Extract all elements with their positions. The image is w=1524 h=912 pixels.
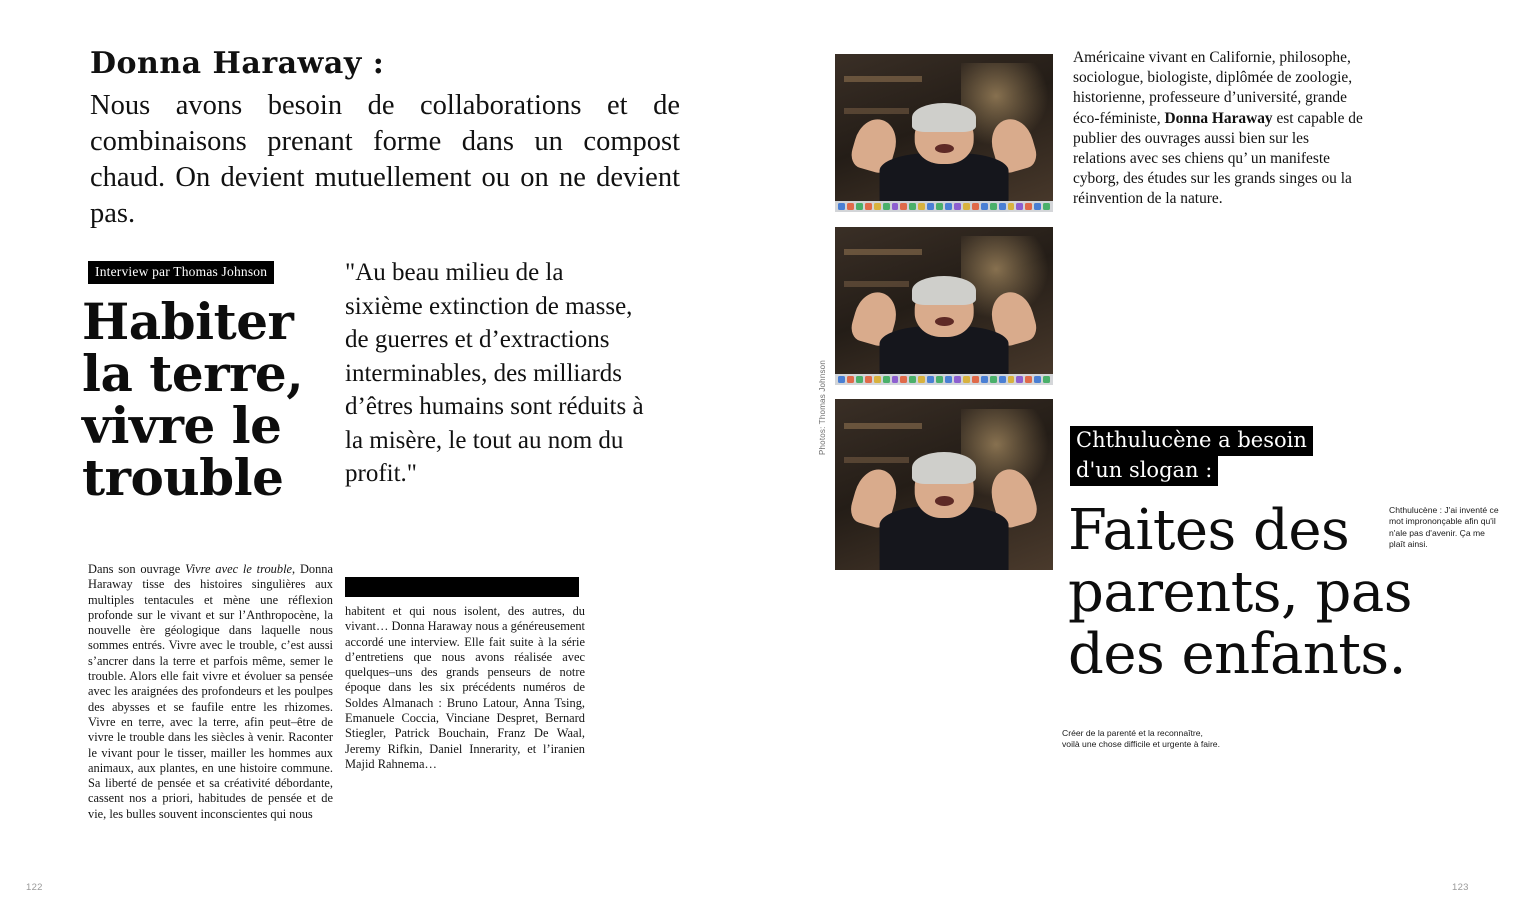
photo-credit: Photos: Thomas Johnson <box>818 360 827 455</box>
slogan-headline-line-3: des enfants. <box>1068 622 1406 687</box>
photo-scene-1 <box>835 54 1053 212</box>
slogan-heading-line-2: d'un slogan : <box>1070 456 1218 486</box>
article-title-line-1: Habiter <box>82 292 294 351</box>
article-title <box>82 292 332 507</box>
screen-dock-2 <box>835 374 1053 385</box>
slogan-heading <box>1070 425 1422 485</box>
side-note: Chthulucène : J'ai inventé ce mot imprononçable afin qu'il n'ale pas d'avenir. Ça me plaît ainsi. <box>1389 505 1499 550</box>
photo-scene-3 <box>835 399 1053 570</box>
photo-shelf-3 <box>844 249 922 255</box>
black-rule <box>345 577 579 597</box>
photo-shelf-5 <box>844 423 922 429</box>
interview-credit-badge: Interview par Thomas Johnson <box>88 261 274 284</box>
portrait-figure-2 <box>876 271 1011 385</box>
article-title-line-2: la terre, <box>82 344 304 403</box>
page-number-left: 122 <box>26 882 43 893</box>
portrait-figure-1 <box>876 98 1011 212</box>
portrait-mouth-3 <box>935 496 954 506</box>
portrait-hair-2 <box>912 276 977 306</box>
book-title-italic: Vivre avec le trouble <box>185 562 293 576</box>
biography-paragraph <box>1073 48 1363 210</box>
screen-dock-1 <box>835 201 1053 212</box>
photo-shelf-1 <box>844 76 922 82</box>
bio-subject-name: Donna Haraway <box>1164 109 1273 127</box>
photo-still-2 <box>835 227 1053 385</box>
portrait-figure-3 <box>876 447 1011 570</box>
portrait-mouth-2 <box>935 317 954 326</box>
photo-scene-2 <box>835 227 1053 385</box>
pull-quote: "Au beau milieu de la sixième extinction de masse, de guerres et d’extractions interminables, des milliards d’êtres humains sont réduits à la misère, le tout au nom du profit." <box>345 259 644 487</box>
bio-text-before-name: Américaine vivant en Californie, philosophe, sociologue, biologiste, diplômée de zoologie, historienne, professeure d’université, grande éco-féministe, <box>1073 49 1353 127</box>
portrait-hair-1 <box>912 103 977 133</box>
speaker-name: Donna Haraway : <box>90 46 385 81</box>
portrait-mouth-1 <box>935 144 954 153</box>
page-number-right: 123 <box>1452 882 1469 893</box>
body-column-2: habitent et qui nous isolent, des autres, du vivant… Donna Haraway nous a généreusement accordé une interview. Elle fait suite à la série d’entretiens que nous avons réalisée avec quelques–uns des grands penseurs de notre époque dans les six précédents numéros de Soldes Almanach : Bruno Latour, Anna Tsing, Emanuele Coccia, Vinciane Despret, Bernard Stiegler, Patrick Bouchain, Franz De Waal, Jeremy Rifkin, Daniel Innerarity, et l’iranien Majid Rahnema… <box>345 604 585 771</box>
slogan-heading-line-1: Chthulucène a besoin <box>1070 426 1313 456</box>
body-column-1: Dans son ouvrage Vivre avec le trouble, Donna Haraway tisse des histoires singulières aux multiples tentacules et mène une réflexion profonde sur le vivant et sur l’Anthropocène, la nouvelle ère géologique dans laquelle nous sommes entrés. Vivre avec le trouble, c’est aussi s’ancrer dans la terre et parfois même, semer le trouble. Alors elle fait vivre et évoluer sa pensée avec les araignées des profondeurs et les poulpes des abysses et se faufile entre les rhizomes. Vivre en terre, avec la terre, afin peut–être de vivre le trouble dans les siècles à venir. Raconter le vivant pour le tisser, mailler les hommes aux animaux, aux plantes, en une histoire commune. Sa liberté de pensée et sa créativité débordante, cassent nos a priori, habitudes de pensée et de vie, les bulles souvent inconscientes qui nous <box>88 562 333 821</box>
bottom-note: Créer de la parenté et la reconnaître, voilà une chose difficile et urgente à faire. <box>1062 728 1220 750</box>
slogan-headline-line-1: Faites des <box>1068 498 1350 563</box>
photo-still-1 <box>835 54 1053 212</box>
lede-paragraph: Nous avons besoin de collaborations et de combinaisons prenant forme dans un compost chaud. On devient mutuellement ou on ne devient pas. <box>90 90 680 229</box>
article-title-line-3: vivre le <box>82 396 282 455</box>
photo-still-3 <box>835 399 1053 570</box>
article-title-line-4: trouble <box>82 448 284 507</box>
bio-text-after-name: est capable de publier des ouvrages aussi bien sur les relations avec ses chiens qu’ un manifeste cyborg, des études sur les grands singes ou la réinvention de la nature. <box>1073 109 1363 208</box>
slogan-headline-line-2: parents, pas <box>1068 560 1413 625</box>
portrait-hair-3 <box>912 452 977 484</box>
